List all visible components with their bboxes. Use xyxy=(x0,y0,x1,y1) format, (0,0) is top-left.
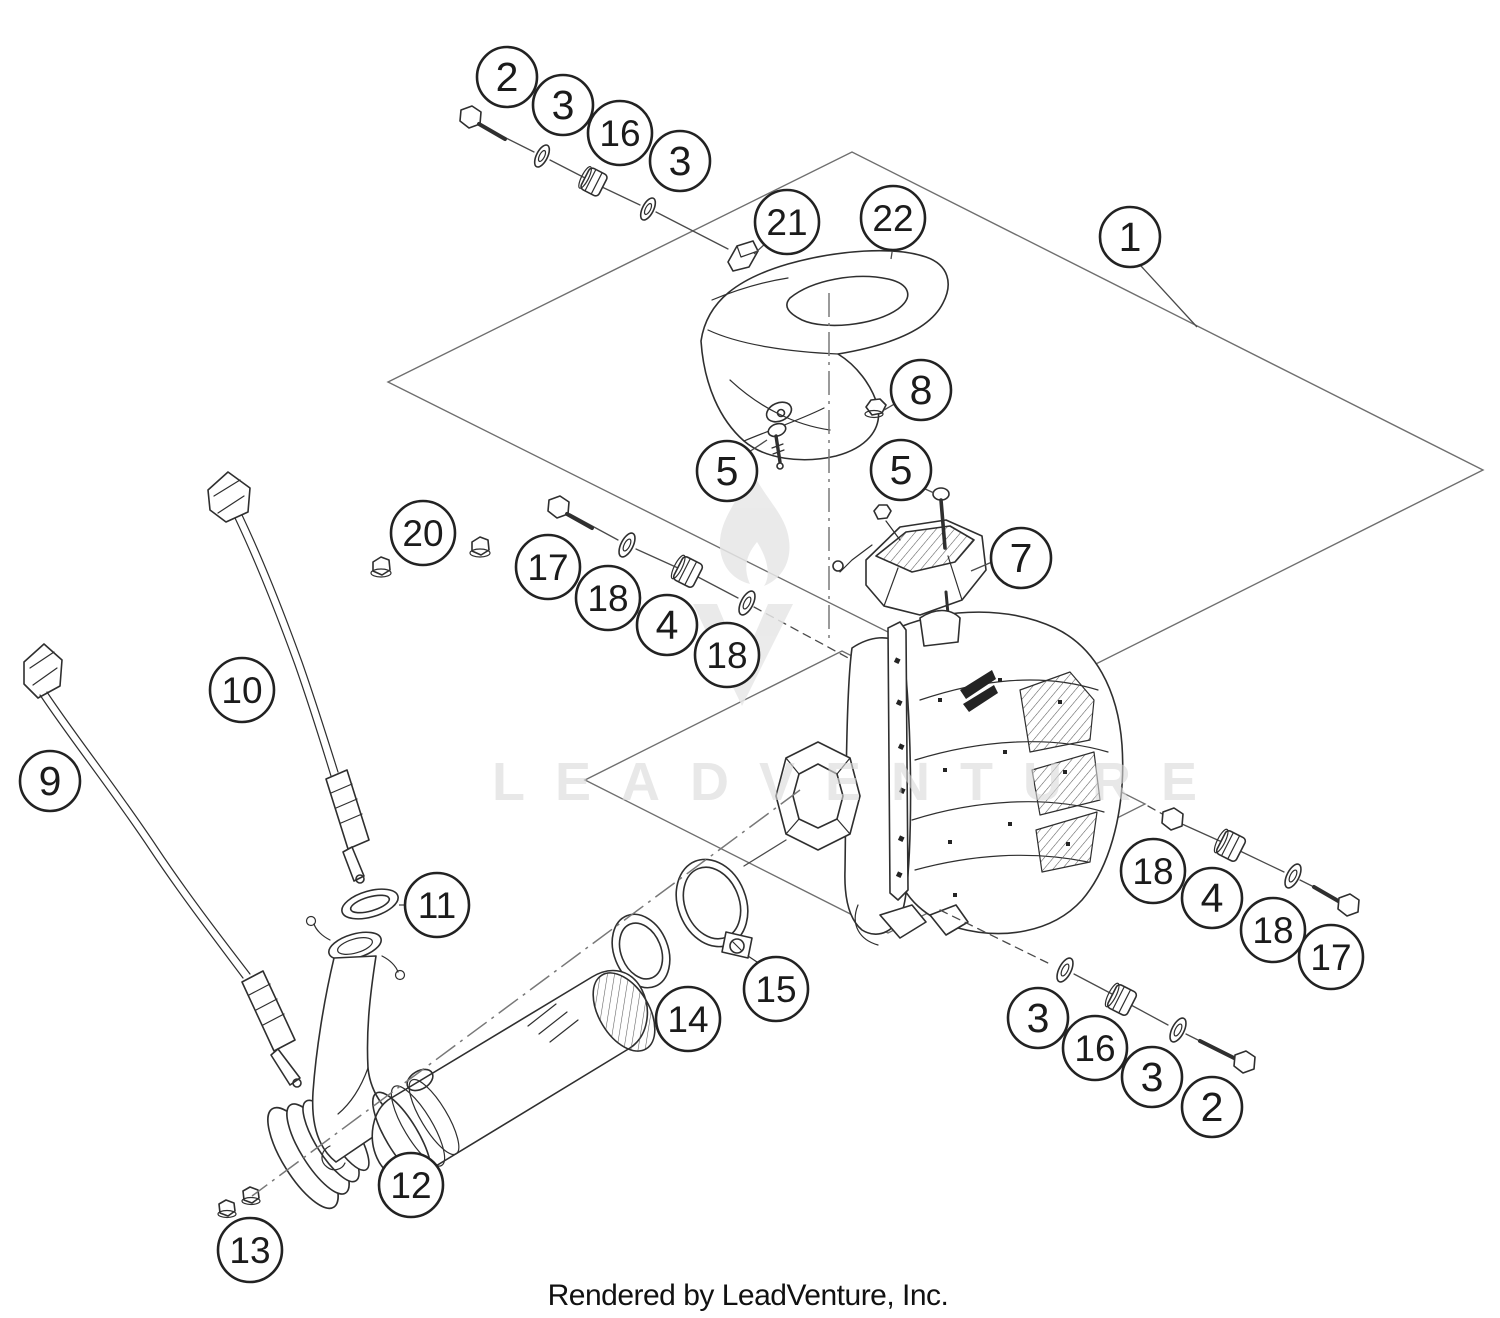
callout-number: 3 xyxy=(668,138,692,184)
callout-12[interactable] xyxy=(379,1153,443,1217)
callout-number: 5 xyxy=(715,448,739,494)
callout-number: 4 xyxy=(1200,875,1224,921)
callout-3[interactable] xyxy=(650,131,710,191)
callout-number: 9 xyxy=(38,758,62,804)
callout-number: 20 xyxy=(402,513,444,554)
nuts-item13-drawing xyxy=(218,1187,260,1218)
callout-number: 2 xyxy=(1200,1084,1224,1130)
callout-4[interactable] xyxy=(1182,868,1242,928)
callout-10[interactable] xyxy=(210,658,274,722)
callout-number: 3 xyxy=(1140,1054,1164,1100)
callout-number: 14 xyxy=(667,999,709,1040)
callout-number: 16 xyxy=(1074,1028,1116,1069)
callout-number: 10 xyxy=(221,670,263,711)
callout-3[interactable] xyxy=(1122,1047,1182,1107)
callout-16[interactable] xyxy=(1063,1016,1127,1080)
callout-14[interactable] xyxy=(656,987,720,1051)
exhaust-gasket-drawing xyxy=(339,884,402,925)
callout-number: 3 xyxy=(551,82,575,128)
callout-13[interactable] xyxy=(218,1218,282,1282)
callout-20[interactable] xyxy=(391,501,455,565)
callout-number: 18 xyxy=(706,635,748,676)
callout-number: 2 xyxy=(495,54,519,100)
pipe-clamp-drawing xyxy=(664,840,786,964)
callout-number: 21 xyxy=(766,202,808,243)
callout-1[interactable] xyxy=(1100,207,1160,267)
callout-number: 16 xyxy=(599,113,641,154)
callout-8[interactable] xyxy=(891,360,951,420)
callout-9[interactable] xyxy=(20,751,80,811)
watermark xyxy=(492,470,1227,812)
callout-18[interactable] xyxy=(1121,839,1185,903)
fastening-clip-drawing xyxy=(728,241,758,271)
callout-5[interactable] xyxy=(871,440,931,500)
callout-18[interactable] xyxy=(576,566,640,630)
callout-number: 11 xyxy=(417,885,457,926)
callout-21[interactable] xyxy=(755,190,819,254)
callout-2[interactable] xyxy=(477,47,537,107)
callout-18[interactable] xyxy=(695,623,759,687)
callout-number: 7 xyxy=(1009,535,1033,581)
footer-caption: Rendered by LeadVenture, Inc. xyxy=(547,1279,949,1312)
callout-number: 1 xyxy=(1118,214,1142,260)
callout-17[interactable] xyxy=(1299,925,1363,989)
callout-11[interactable] xyxy=(405,873,469,937)
callout-number: 4 xyxy=(655,602,679,648)
callout-15[interactable] xyxy=(744,957,808,1021)
callout-number: 3 xyxy=(1026,995,1050,1041)
callout-number: 13 xyxy=(229,1230,271,1271)
callout-2[interactable] xyxy=(1182,1077,1242,1137)
callout-number: 18 xyxy=(1252,910,1294,951)
watermark-text: LEADVENTURE xyxy=(492,752,1228,812)
callout-number: 18 xyxy=(1132,851,1174,892)
header-pipe-drawing xyxy=(255,917,667,1218)
callout-4[interactable] xyxy=(637,595,697,655)
callout-number: 17 xyxy=(527,547,569,588)
callout-16[interactable] xyxy=(588,101,652,165)
callout-22[interactable] xyxy=(861,186,925,250)
callout-number: 18 xyxy=(587,578,629,619)
callout-number: 8 xyxy=(909,367,933,413)
callout-number: 15 xyxy=(755,969,797,1010)
callout-17[interactable] xyxy=(516,535,580,599)
callout-5[interactable] xyxy=(697,441,757,501)
callout-number: 22 xyxy=(872,198,914,239)
callout-number: 5 xyxy=(889,447,913,493)
callout-7[interactable] xyxy=(991,528,1051,588)
callout-number: 12 xyxy=(390,1165,432,1206)
callout-number: 17 xyxy=(1310,937,1352,978)
callout-3[interactable] xyxy=(1008,988,1068,1048)
callout-3[interactable] xyxy=(533,75,593,135)
side-cover-drawing xyxy=(701,251,948,460)
callout-18[interactable] xyxy=(1241,898,1305,962)
